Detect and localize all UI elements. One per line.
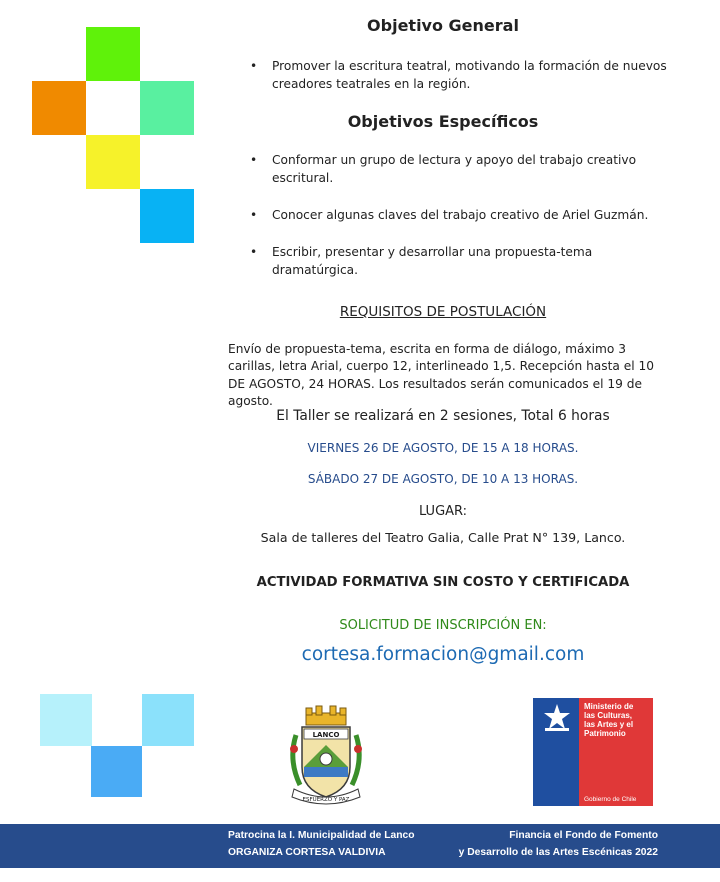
gobierno-de-chile-label: Gobierno de Chile <box>584 796 637 803</box>
bullet-icon: • <box>250 59 258 73</box>
bullet-text: Conocer algunas claves del trabajo creativo de Ariel Guzmán. <box>272 208 649 222</box>
requisitos-text: Envío de propuesta-tema, escrita en forma de diálogo, máximo 3 carillas, letra Arial, cuerpo 12, interlineado 1,5. Recepción hasta el 10 DE AGOSTO, 24 HORAS. Los resultados serán comunicados el 19 de agosto. <box>228 342 654 408</box>
footer-sponsor: Patrocina la I. Municipalidad de Lanco <box>228 830 415 841</box>
decorative-square-yellow <box>86 135 140 189</box>
bullet-text: Promover la escritura teatral, motivando la formación de nuevos creadores teatrales en la región. <box>272 59 667 91</box>
objetivo-general-item <box>250 57 670 93</box>
bullet-text: Conformar un grupo de lectura y apoyo del trabajo creativo escritural. <box>272 153 637 185</box>
footer-funding-line1: Financia el Fondo de Fomento <box>509 830 658 841</box>
session-date: SÁBADO 27 DE AGOSTO, DE 10 A 13 HORAS. <box>307 472 579 486</box>
lanco-crest-logo <box>286 705 366 811</box>
requisitos-title: REQUISITOS DE POSTULACIÓN <box>339 304 547 320</box>
decor-dot <box>290 745 298 753</box>
lugar-label: LUGAR: <box>418 504 468 519</box>
water-band <box>304 767 348 777</box>
decorative-square-light-cyan <box>40 694 92 746</box>
bullet-text: Escribir, presentar y desarrollar una propuesta-tema dramatúrgica. <box>272 245 593 277</box>
decor-dot <box>354 745 362 753</box>
decorative-square-orange <box>32 81 86 135</box>
lanco-ribbon-text: ESFUERZO Y PAZ <box>302 797 350 803</box>
objetivo-especifico-item <box>250 206 670 224</box>
actividad-text: ACTIVIDAD FORMATIVA SIN COSTO Y CERTIFICADA <box>256 575 630 590</box>
session-date: VIERNES 26 DE AGOSTO, DE 15 A 18 HORAS. <box>307 441 579 455</box>
laurel-left <box>293 735 300 785</box>
logo-blue-panel <box>533 698 579 806</box>
contact-email-link[interactable]: cortesa.formacion@gmail.com <box>301 644 585 665</box>
crown-icon <box>306 706 346 725</box>
laurel-right <box>352 735 359 785</box>
decorative-square-cyan <box>142 694 194 746</box>
bullet-icon: • <box>250 208 258 222</box>
objetivos-especificos-title: Objetivos Específicos <box>347 112 539 131</box>
footer-bar <box>0 824 720 868</box>
decorative-square-blue <box>140 189 194 243</box>
sessions-summary: El Taller se realizará en 2 sesiones, Total 6 horas <box>276 408 610 424</box>
objetivo-especifico-item <box>250 151 670 187</box>
objetivo-especifico-item <box>250 243 670 279</box>
bullet-icon: • <box>250 153 258 167</box>
logo-red-panel <box>579 698 653 806</box>
lugar-text: Sala de talleres del Teatro Galia, Calle Prat N° 139, Lanco. <box>260 530 626 545</box>
decorative-square-green <box>86 27 140 81</box>
footer-organizer: ORGANIZA CORTESA VALDIVIA <box>228 847 386 858</box>
chile-coat-of-arms-icon <box>541 702 573 732</box>
ministerio-culturas-logo <box>533 698 653 806</box>
decorative-square-blue <box>91 746 142 797</box>
footer-funding-line2: y Desarrollo de las Artes Escénicas 2022 <box>458 847 658 858</box>
objetivo-general-title: Objetivo General <box>367 16 519 35</box>
lanco-crest-label: LANCO <box>312 731 340 739</box>
decorative-square-mint <box>140 81 194 135</box>
ministry-name: Ministerio de las Culturas, las Artes y el Patrimonio <box>584 702 634 738</box>
bullet-icon: • <box>250 245 258 259</box>
solicitud-label: SOLICITUD DE INSCRIPCIÓN EN: <box>339 618 547 633</box>
wheel-icon <box>320 753 332 765</box>
